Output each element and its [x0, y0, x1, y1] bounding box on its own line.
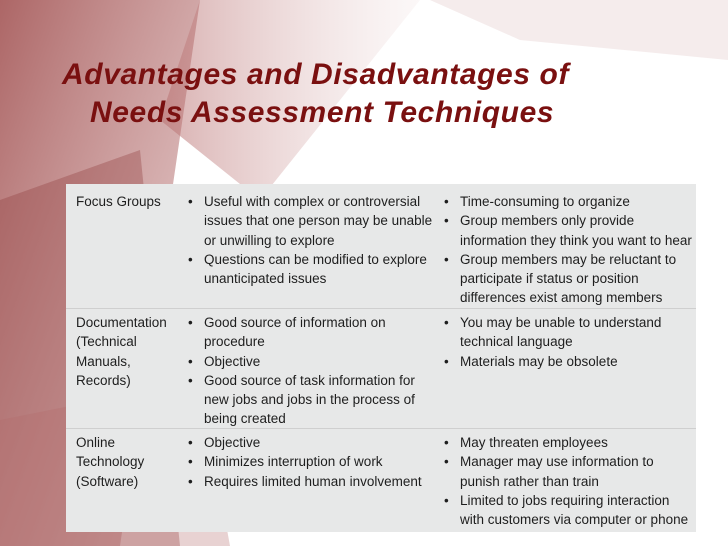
advantages-cell	[188, 192, 438, 288]
disadvantages-cell	[444, 192, 694, 308]
advantage-item: • Good source of task information for new jobs and jobs in the process of being created	[188, 371, 438, 429]
technique-line: Documentation	[76, 315, 167, 330]
table-row	[66, 428, 696, 528]
disadvantage-item: • You may be unable to understand technical language	[444, 313, 694, 352]
technique-line: (Technical	[76, 334, 137, 350]
technique-cell	[76, 313, 186, 390]
technique-line: Focus Groups	[76, 194, 161, 209]
table-row	[66, 308, 696, 427]
advantage-item: • Minimizes interruption of work	[188, 452, 438, 471]
disadvantage-item: • Group members may be reluctant to participate if status or position differences exist among members	[444, 250, 694, 308]
advantage-item: • Good source of information on procedure	[188, 313, 438, 352]
advantages-cell	[188, 433, 438, 491]
technique-line: Records)	[76, 372, 131, 388]
slide-title	[62, 56, 702, 132]
disadvantage-item: • Time-consuming to organize	[444, 192, 694, 211]
title-line-2: Needs Assessment Techniques	[90, 96, 555, 129]
technique-cell	[76, 433, 186, 491]
disadvantage-item: • Limited to jobs requiring interaction with customers via computer or phone	[444, 491, 694, 530]
advantage-item: • Objective	[188, 352, 438, 371]
technique-line: Technology	[76, 454, 145, 470]
technique-line: Manuals,	[76, 353, 131, 369]
technique-line: (Software)	[76, 473, 139, 489]
techniques-table	[66, 184, 696, 532]
disadvantages-cell	[444, 433, 694, 529]
technique-cell	[76, 192, 186, 211]
disadvantage-item: • Group members only provide information they think you want to hear	[444, 211, 694, 250]
technique-line: Online	[76, 435, 116, 450]
disadvantage-item: • May threaten employees	[444, 433, 694, 452]
disadvantage-item: • Materials may be obsolete	[444, 352, 694, 371]
disadvantage-item: • Manager may use information to punish rather than train	[444, 452, 694, 491]
title-line-1: Advantages and Disadvantages of	[62, 58, 570, 91]
advantage-item: • Requires limited human involvement	[188, 472, 438, 491]
advantage-item: • Questions can be modified to explore unanticipated issues	[188, 250, 438, 289]
disadvantages-cell	[444, 313, 694, 371]
advantage-item: • Useful with complex or controversial issues that one person may be unable or unwilling to explore	[188, 192, 438, 250]
advantage-item: • Objective	[188, 433, 438, 452]
advantages-cell	[188, 313, 438, 429]
